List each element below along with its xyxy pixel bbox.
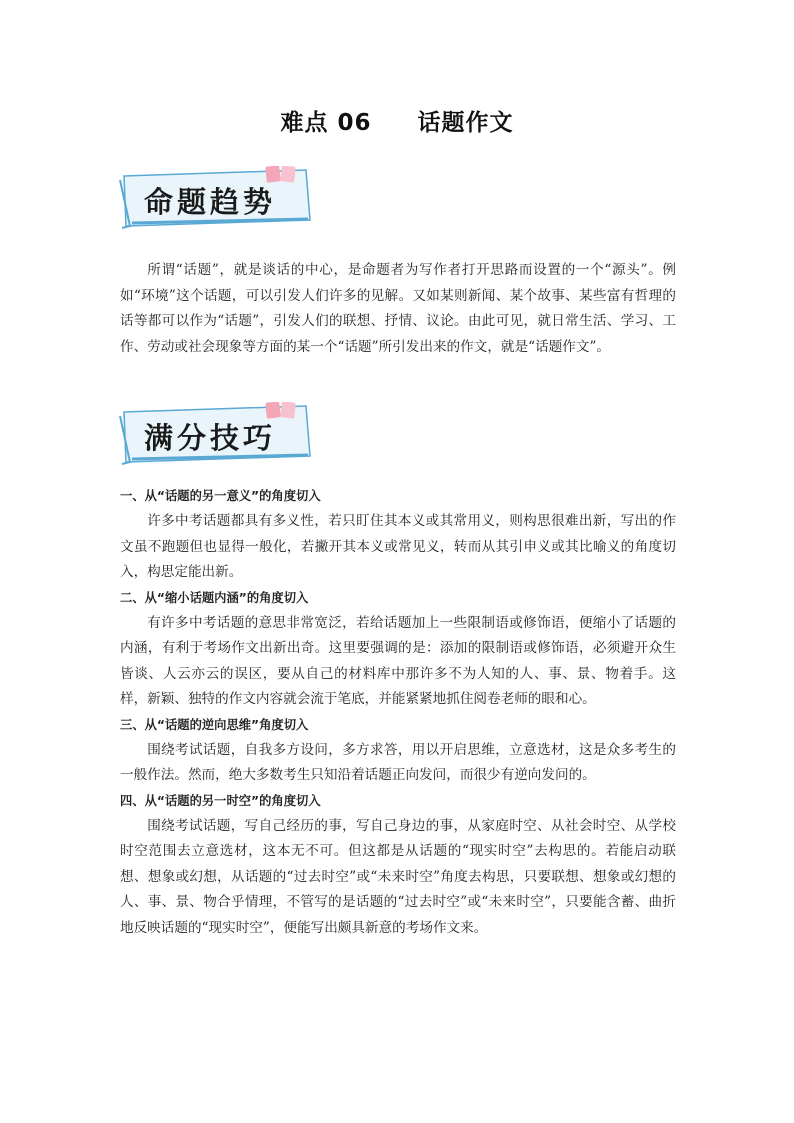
title-topic: 话题作文 [417,110,514,136]
section-body: 围绕考试话题，自我多方设问，多方求答，用以开启思维，立意选材，这是众多考生的一般作法。然而，绝大多数考生只知沿着话题正向发问，而很少有逆向发问的。 [120,741,676,783]
section-body: 许多中考话题都具有多义性，若只盯住其本义或其常用义，则构思很难出新，写出的作文虽不跑题但也显得一般化，若撇开其本义或常见义，转而从其引申义或其比喻义的角度切入，构思定能出新。 [120,513,676,580]
section-body: 围绕考试话题，写自己经历的事，写自己身边的事，从家庭时空、从社会时空、从学校时空范围去立意选材，这本无不可。但这都是从话题的“现实时空”去构思的。若能启动联想、想象或幻想，从话题的“过去时空”或“未来时空”角度去构思，只要联想、想象或幻想的人、事、景、物合乎情理，不管写的是话题的“过去时空”或“未来时空”，只要能含蓄、曲折地反映话题的“现实时空”，便能写出颇具新意的考场作文来。 [120,817,676,936]
section-heading: 一、从“话题的另一意义”的角度切入 [120,489,321,503]
intro-paragraph: 所谓“话题”，就是谈话的中心，是命题者为写作者打开思路而设置的一个“源头”。例如“环境”这个话题，可以引发人们许多的见解。又如某则新闻、某个故事、某些富有哲理的话等都可以作为“话题”，引发人们的联想、抒情、议论。由此可见，就日常生活、学习、工作、劳动或社会现象等方面的某一个“话题”所引发出来的作文，就是“话题作文”。 [120,262,676,355]
banner-trend [118,166,314,230]
page-title [0,104,794,137]
section-heading: 四、从“话题的另一时空”的角度切入 [120,793,321,808]
section-heading: 二、从“缩小话题内涵”的角度切入 [120,590,309,605]
banner-skills-label: 满分技巧 [144,421,277,455]
title-number: 难点 06 [280,110,372,136]
banner-trend-label: 命题趋势 [144,185,277,219]
section-body: 有许多中考话题的意思非常宽泛，若给话题加上一些限制语或修饰语，便缩小了话题的内涵，有利于考场作文出新出奇。这里要强调的是：添加的限制语或修饰语，必须避开众生皆谈、人云亦云的误区，要从自己的材料库中那许多不为人知的人、事、景、物着手。这样，新颖、独特的作文内容就会流于笔底，并能紧紧地抓住阅卷老师的眼和心。 [120,614,676,707]
banner-skills [118,402,314,466]
section-heading: 三、从“话题的逆向思维”角度切入 [120,717,309,732]
skills-sections [120,484,676,941]
